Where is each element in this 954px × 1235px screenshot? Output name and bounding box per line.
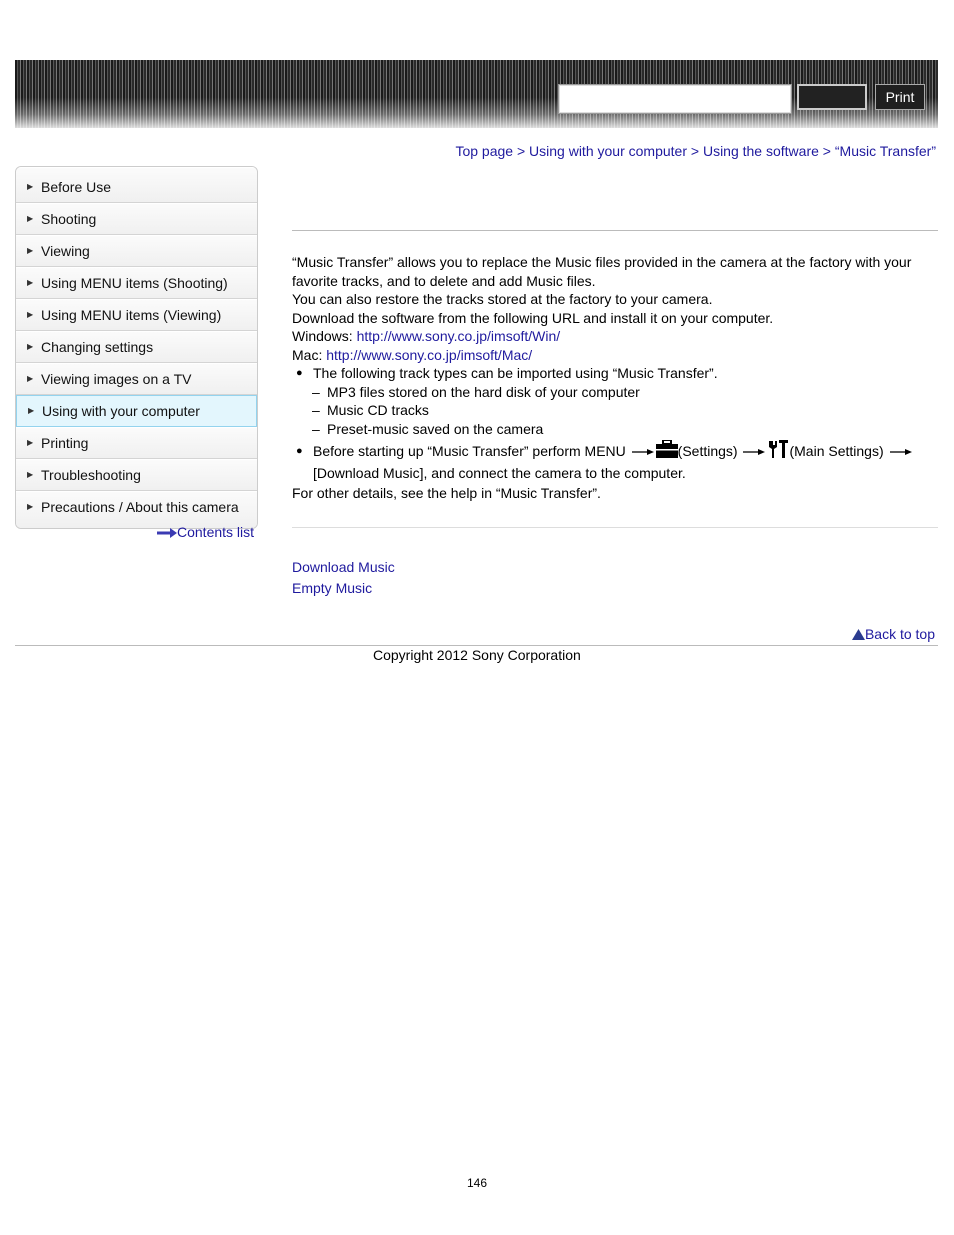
related-links xyxy=(292,557,395,599)
wrench-icon xyxy=(767,440,789,458)
main-settings-label: (Main Settings) xyxy=(789,443,884,459)
mac-label: Mac: xyxy=(292,346,327,363)
divider xyxy=(292,230,938,231)
arrow-right-icon xyxy=(157,528,177,538)
list-item xyxy=(292,420,932,439)
sidebar-item-printing[interactable] xyxy=(16,427,257,459)
list-item xyxy=(292,383,932,402)
page-number: 146 xyxy=(466,1176,488,1190)
breadcrumb-music-transfer[interactable]: “Music Transfer” xyxy=(834,143,936,159)
download-text: Download the software from the following URL and install it on your computer. xyxy=(292,309,774,326)
triangle-right-icon: ▶ xyxy=(27,246,34,255)
bullet-icon: ● xyxy=(296,367,303,379)
list-item xyxy=(292,401,932,420)
track-type: MP3 files stored on the hard disk of your computer xyxy=(327,383,640,400)
sidebar-nav xyxy=(15,166,258,529)
related-link-download-music[interactable]: Download Music xyxy=(292,559,395,575)
sidebar-item-changing-settings[interactable] xyxy=(16,331,257,363)
bullet-icon: ● xyxy=(296,445,303,457)
dash-icon: – xyxy=(312,383,320,400)
triangle-right-icon: ▶ xyxy=(27,342,34,351)
sidebar-item-viewing-tv[interactable] xyxy=(16,363,257,395)
sidebar-item-label: Before Use xyxy=(41,179,112,195)
sidebar-item-label: Printing xyxy=(41,435,89,451)
sidebar-item-label: Viewing images on a TV xyxy=(41,371,192,387)
mac-line xyxy=(292,346,932,365)
settings-label: (Settings) xyxy=(677,443,738,459)
main-content xyxy=(292,253,932,503)
triangle-right-icon: ▶ xyxy=(27,470,34,479)
track-type: Music CD tracks xyxy=(327,402,429,418)
breadcrumb-separator: > xyxy=(822,143,835,159)
sidebar-item-viewing[interactable] xyxy=(16,235,257,267)
sidebar-item-label: Troubleshooting xyxy=(41,467,141,483)
windows-line xyxy=(292,327,932,346)
breadcrumb-separator: > xyxy=(690,143,703,159)
copyright-text: Copyright 2012 Sony Corporation xyxy=(373,647,581,663)
search-input[interactable] xyxy=(558,84,792,114)
breadcrumb-separator: > xyxy=(516,143,530,159)
bullet-text: [Download Music], and connect the camera to the computer. xyxy=(313,465,686,481)
breadcrumb-using-with-computer[interactable]: Using with your computer xyxy=(529,143,687,159)
dash-icon: – xyxy=(312,420,320,437)
list-item xyxy=(292,440,932,484)
other-details-text: For other details, see the help in “Music Transfer”. xyxy=(292,485,601,501)
windows-label: Windows: xyxy=(292,328,357,344)
sidebar-item-shooting[interactable] xyxy=(16,203,257,235)
sidebar-item-label: Changing settings xyxy=(41,339,154,355)
search-button[interactable] xyxy=(797,84,867,110)
back-to-top-link[interactable] xyxy=(852,626,935,642)
sidebar-item-using-computer[interactable] xyxy=(16,395,257,427)
triangle-right-icon: ▶ xyxy=(27,182,34,191)
related-link-empty-music[interactable]: Empty Music xyxy=(292,580,373,596)
sidebar-item-label: Precautions / About this camera xyxy=(41,499,239,515)
sidebar-item-precautions[interactable] xyxy=(16,491,257,528)
sidebar-item-label: Using with your computer xyxy=(42,403,200,419)
header-banner xyxy=(15,60,938,128)
triangle-right-icon: ▶ xyxy=(28,406,35,415)
mac-url-link[interactable]: http://www.sony.co.jp/imsoft/Mac/ xyxy=(326,346,533,363)
triangle-right-icon: ▶ xyxy=(27,374,34,383)
triangle-right-icon: ▶ xyxy=(27,502,34,511)
divider xyxy=(292,527,938,528)
triangle-right-icon: ▶ xyxy=(27,438,34,447)
triangle-up-icon xyxy=(852,629,865,640)
list-item xyxy=(292,364,932,383)
arrow-right-icon xyxy=(743,447,765,457)
dash-icon: – xyxy=(312,402,320,418)
intro-text: “Music Transfer” allows you to replace the Music files provided in the camera at the factory with your favorite tracks, and to delete and add Music files. xyxy=(292,254,912,289)
sidebar-item-before-use[interactable] xyxy=(16,167,257,203)
toolbox-icon xyxy=(656,440,678,458)
breadcrumb xyxy=(455,143,936,159)
restore-text: You can also restore the tracks stored at the factory to your camera. xyxy=(292,291,713,307)
triangle-right-icon: ▶ xyxy=(27,278,34,287)
sidebar-item-menu-shooting[interactable] xyxy=(16,267,257,299)
windows-url-link[interactable]: http://www.sony.co.jp/imsoft/Win/ xyxy=(356,328,561,344)
contents-list-link[interactable] xyxy=(157,524,254,540)
sidebar-item-label: Using MENU items (Shooting) xyxy=(41,275,228,291)
sidebar-item-label: Using MENU items (Viewing) xyxy=(41,307,222,323)
sidebar-item-label: Shooting xyxy=(41,211,97,227)
bullet-text: The following track types can be imported using “Music Transfer”. xyxy=(313,365,718,381)
contents-list-label: Contents list xyxy=(177,524,255,540)
breadcrumb-top-page[interactable]: Top page xyxy=(455,143,514,159)
sidebar-item-menu-viewing[interactable] xyxy=(16,299,257,331)
arrow-right-icon xyxy=(632,447,654,457)
breadcrumb-using-software[interactable]: Using the software xyxy=(702,143,819,159)
track-type: Preset-music saved on the camera xyxy=(327,420,544,437)
sidebar-item-troubleshooting[interactable] xyxy=(16,459,257,491)
triangle-right-icon: ▶ xyxy=(27,310,34,319)
print-button[interactable]: Print xyxy=(875,84,925,110)
sidebar-item-label: Viewing xyxy=(41,243,90,259)
back-to-top-label: Back to top xyxy=(864,626,935,642)
bullet-text: Before starting up “Music Transfer” perform MENU xyxy=(313,443,626,459)
divider xyxy=(15,645,938,646)
triangle-right-icon: ▶ xyxy=(27,214,34,223)
arrow-right-icon xyxy=(890,447,912,457)
